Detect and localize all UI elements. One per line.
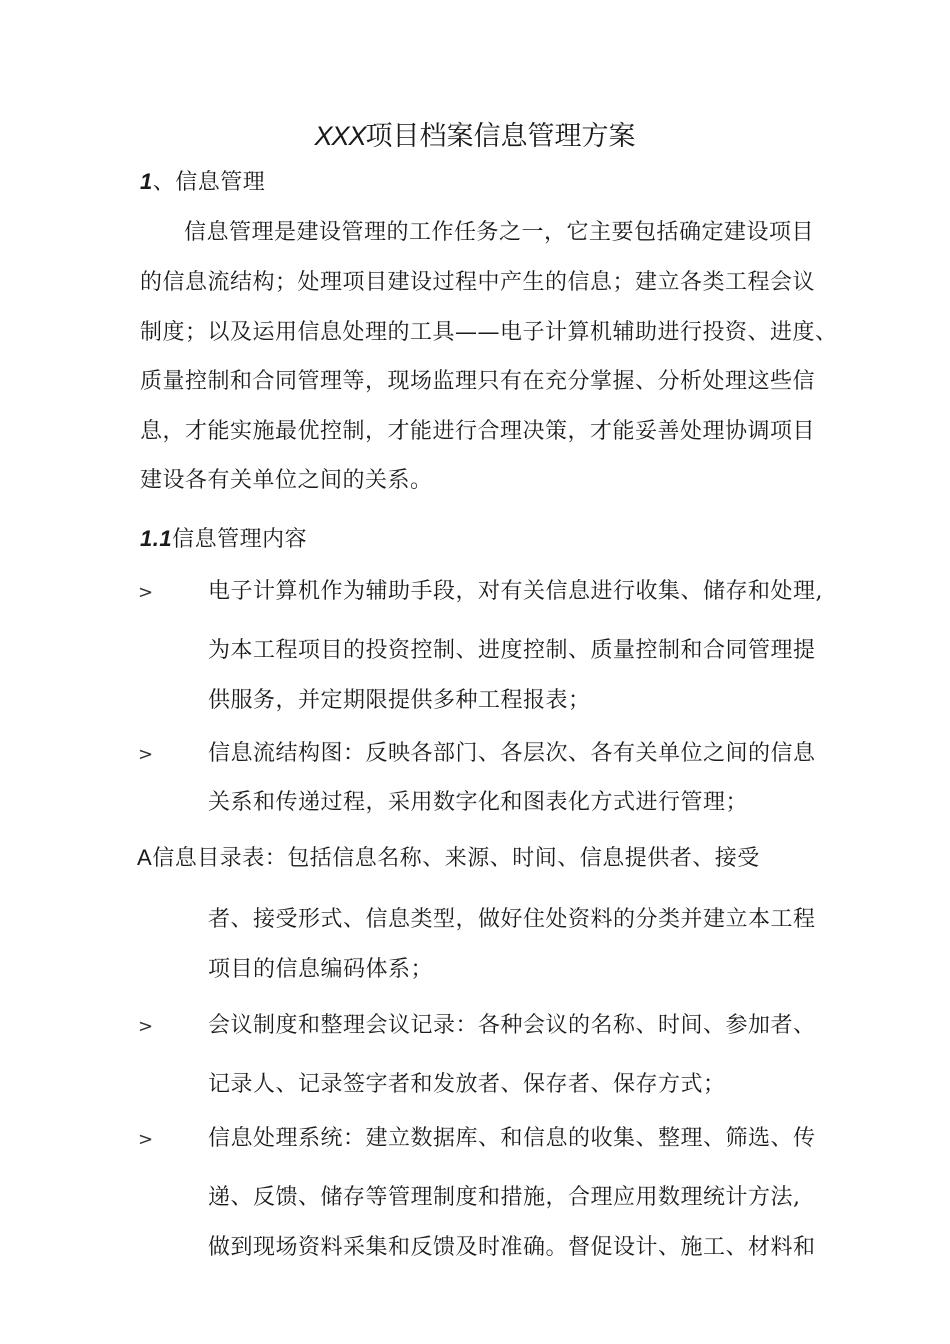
list-item-line: 做到现场资料采集和反馈及时准确。督促设计、施工、材料和	[208, 1235, 816, 1260]
paragraph-line: 息，才能实施最优控制，才能进行合理决策，才能妥善处理协调项目	[140, 419, 816, 444]
section-heading-1-1	[140, 524, 307, 555]
list-item-line: 供服务，并定期限提供多种工程报表；	[208, 688, 591, 713]
section-heading-1	[140, 167, 265, 198]
list-item-first-text: 信息目录表：包括信息名称、来源、时间、信息提供者、接受	[152, 846, 760, 871]
paragraph-line: 信息管理是建设管理的工作任务之一，它主要包括确定建设项目	[184, 220, 815, 245]
section-number: 1	[140, 169, 153, 194]
bullet-marker: >	[138, 744, 154, 765]
title-prefix: XXX	[314, 121, 366, 151]
list-item-line: 为本工程项目的投资控制、进度控制、质量控制和合同管理提	[208, 638, 816, 663]
bullet-marker: >	[138, 582, 154, 603]
bullet-marker: >	[138, 1129, 154, 1150]
paragraph-line: 质量控制和合同管理等，现场监理只有在充分掌握、分析处理这些信	[140, 369, 816, 394]
document-title	[0, 118, 950, 155]
list-item-line: 信息流结构图：反映各部门、各层次、各有关单位之间的信息	[208, 741, 816, 766]
list-item-line: 电子计算机作为辅助手段，对有关信息进行收集、储存和处理,	[208, 579, 823, 604]
list-item-line	[137, 843, 760, 874]
list-item-line: 信息处理系统：建立数据库、和信息的收集、整理、筛选、传	[208, 1126, 816, 1151]
subsection-title: 信息管理内容	[172, 527, 308, 552]
list-item-line: 记录人、记录签字者和发放者、保存者、保存方式；	[208, 1072, 726, 1097]
list-item-line: 递、反馈、储存等管理制度和措施，合理应用数理统计方法,	[208, 1185, 801, 1210]
paragraph-line: 制度；以及运用信息处理的工具——电子计算机辅助进行投资、进度、	[140, 320, 838, 345]
bullet-marker: >	[138, 1016, 154, 1037]
section-title: 、信息管理	[152, 170, 266, 195]
list-item-line: 会议制度和整理会议记录：各种会议的名称、时间、参加者、	[208, 1013, 816, 1038]
bullet-marker-a: A	[137, 845, 153, 870]
paragraph-line: 建设各有关单位之间的关系。	[140, 468, 433, 493]
list-item-line: 关系和传递过程，采用数字化和图表化方式进行管理；	[208, 790, 749, 815]
list-item-line: 项目的信息编码体系；	[208, 957, 434, 982]
subsection-number: 1.1	[140, 526, 173, 551]
list-item-line: 者、接受形式、信息类型，做好住处资料的分类并建立本工程	[208, 907, 816, 932]
title-text: 项目档案信息管理方案	[365, 121, 636, 152]
paragraph-line: 的信息流结构；处理项目建设过程中产生的信息；建立各类工程会议	[140, 270, 816, 295]
